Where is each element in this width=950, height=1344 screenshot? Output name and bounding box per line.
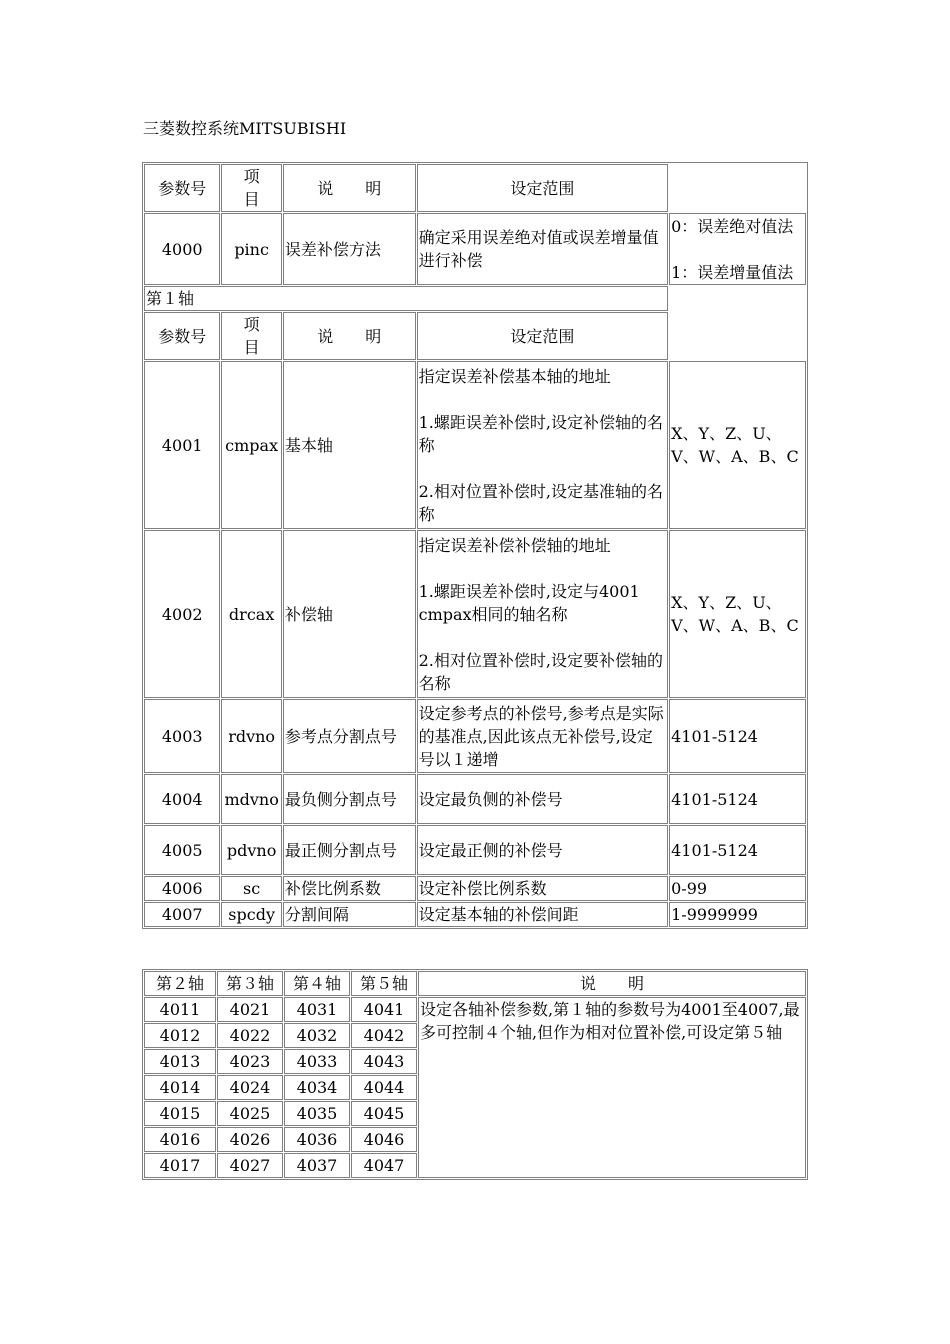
param-desc <box>417 361 669 529</box>
table-header-row <box>144 312 806 360</box>
axis-description: 设定各轴补偿参数,第１轴的参数号为4001至4007,最多可控制４个轴,但作为相对位置补偿,可设定第５轴 <box>418 997 806 1178</box>
param-code: pinc <box>221 213 281 285</box>
param-item: 补偿比例系数 <box>283 876 416 901</box>
page-title: 三菱数控系统MITSUBISHI <box>143 119 347 138</box>
axis-param: 4026 <box>217 1127 283 1152</box>
header-cell: 说 明 <box>418 971 806 996</box>
axis-param: 4034 <box>284 1075 350 1100</box>
axis-parameter-table <box>142 969 808 1180</box>
axis-param: 4042 <box>351 1023 417 1048</box>
param-code: spcdy <box>221 902 281 927</box>
param-item: 最负侧分割点号 <box>283 774 416 824</box>
table-row <box>144 876 806 901</box>
param-number: 4003 <box>144 699 220 773</box>
axis-param: 4044 <box>351 1075 417 1100</box>
param-number: 4000 <box>144 213 220 285</box>
table-header-row <box>144 164 806 212</box>
header-cell: 第３轴 <box>217 971 283 996</box>
axis-param: 4013 <box>144 1049 216 1074</box>
param-code: pdvno <box>221 825 281 875</box>
header-cell: 项 目 <box>221 164 281 212</box>
param-range: 0-99 <box>669 876 806 901</box>
desc-line: 指定误差补偿基本轴的地址 <box>418 366 611 386</box>
table-row <box>144 997 806 1022</box>
axis-param: 4027 <box>217 1153 283 1178</box>
param-desc: 确定采用误差绝对值或误差增量值进行补偿 <box>417 213 669 285</box>
param-item: 误差补偿方法 <box>283 213 416 285</box>
axis-param: 4024 <box>217 1075 283 1100</box>
axis-param: 4015 <box>144 1101 216 1126</box>
param-number: 4001 <box>144 361 220 529</box>
param-code: drcax <box>221 530 281 698</box>
axis-param: 4023 <box>217 1049 283 1074</box>
axis-param: 4041 <box>351 997 417 1022</box>
axis-param: 4017 <box>144 1153 216 1178</box>
param-desc <box>417 530 669 698</box>
axis-param: 4021 <box>217 997 283 1022</box>
param-number: 4004 <box>144 774 220 824</box>
axis-param: 4035 <box>284 1101 350 1126</box>
axis-param: 4036 <box>284 1127 350 1152</box>
table-row <box>144 774 806 824</box>
table-row <box>144 361 806 529</box>
param-range: 1-9999999 <box>669 902 806 927</box>
axis-param: 4011 <box>144 997 216 1022</box>
param-desc: 设定基本轴的补偿间距 <box>417 902 669 927</box>
param-range <box>669 213 806 285</box>
header-cell: 第４轴 <box>284 971 350 996</box>
header-cell: 第５轴 <box>351 971 417 996</box>
param-range: 4101-5124 <box>669 825 806 875</box>
param-number: 4002 <box>144 530 220 698</box>
param-item: 补偿轴 <box>283 530 416 698</box>
axis-param: 4025 <box>217 1101 283 1126</box>
header-cell: 设定范围 <box>417 312 669 360</box>
axis-param: 4046 <box>351 1127 417 1152</box>
header-cell: 说 明 <box>283 164 416 212</box>
axis-param: 4032 <box>284 1023 350 1048</box>
section-label: 第１轴 <box>144 286 668 311</box>
param-item: 基本轴 <box>283 361 416 529</box>
table-row <box>144 902 806 927</box>
param-desc: 设定补偿比例系数 <box>417 876 669 901</box>
table-row <box>144 699 806 773</box>
parameter-table <box>142 162 808 929</box>
header-cell: 参数号 <box>144 312 220 360</box>
param-item: 分割间隔 <box>283 902 416 927</box>
header-cell: 项 目 <box>221 312 281 360</box>
header-cell: 参数号 <box>144 164 220 212</box>
header-cell: 说 明 <box>283 312 416 360</box>
param-code: cmpax <box>221 361 281 529</box>
axis-param: 4037 <box>284 1153 350 1178</box>
axis-param: 4033 <box>284 1049 350 1074</box>
header-cell: 设定范围 <box>417 164 669 212</box>
range-line: 1：误差增量值法 <box>671 262 794 282</box>
param-range: X、Y、Z、U、V、W、A、B、C <box>669 530 806 698</box>
axis-param: 4031 <box>284 997 350 1022</box>
desc-line: 2.相对位置补偿时,设定基准轴的名称 <box>418 481 663 524</box>
table-header-row <box>144 971 806 996</box>
range-line: 0：误差绝对值法 <box>671 216 794 236</box>
param-item: 最正侧分割点号 <box>283 825 416 875</box>
param-item: 参考点分割点号 <box>283 699 416 773</box>
param-range: 4101-5124 <box>669 699 806 773</box>
table-row <box>144 213 806 285</box>
axis-param: 4047 <box>351 1153 417 1178</box>
param-number: 4006 <box>144 876 220 901</box>
table-row <box>144 530 806 698</box>
param-number: 4005 <box>144 825 220 875</box>
axis-param: 4045 <box>351 1101 417 1126</box>
desc-line: 2.相对位置补偿时,设定要补偿轴的名称 <box>418 650 663 693</box>
desc-line: 1.螺距误差补偿时,设定补偿轴的名称 <box>418 412 663 455</box>
param-desc: 设定最负侧的补偿号 <box>417 774 669 824</box>
axis-param: 4043 <box>351 1049 417 1074</box>
axis-param: 4012 <box>144 1023 216 1048</box>
desc-line: 1.螺距误差补偿时,设定与4001 cmpax相同的轴名称 <box>418 581 640 624</box>
param-range: 4101-5124 <box>669 774 806 824</box>
axis-param: 4022 <box>217 1023 283 1048</box>
param-range: X、Y、Z、U、V、W、A、B、C <box>669 361 806 529</box>
section-row <box>144 286 806 311</box>
axis-param: 4014 <box>144 1075 216 1100</box>
param-code: sc <box>221 876 281 901</box>
param-code: rdvno <box>221 699 281 773</box>
param-desc: 设定最正侧的补偿号 <box>417 825 669 875</box>
desc-line: 指定误差补偿补偿轴的地址 <box>418 535 611 555</box>
param-number: 4007 <box>144 902 220 927</box>
param-desc: 设定参考点的补偿号,参考点是实际的基准点,因此该点无补偿号,设定号以１递增 <box>417 699 669 773</box>
header-cell: 第２轴 <box>144 971 216 996</box>
table-row <box>144 825 806 875</box>
param-code: mdvno <box>221 774 281 824</box>
axis-param: 4016 <box>144 1127 216 1152</box>
